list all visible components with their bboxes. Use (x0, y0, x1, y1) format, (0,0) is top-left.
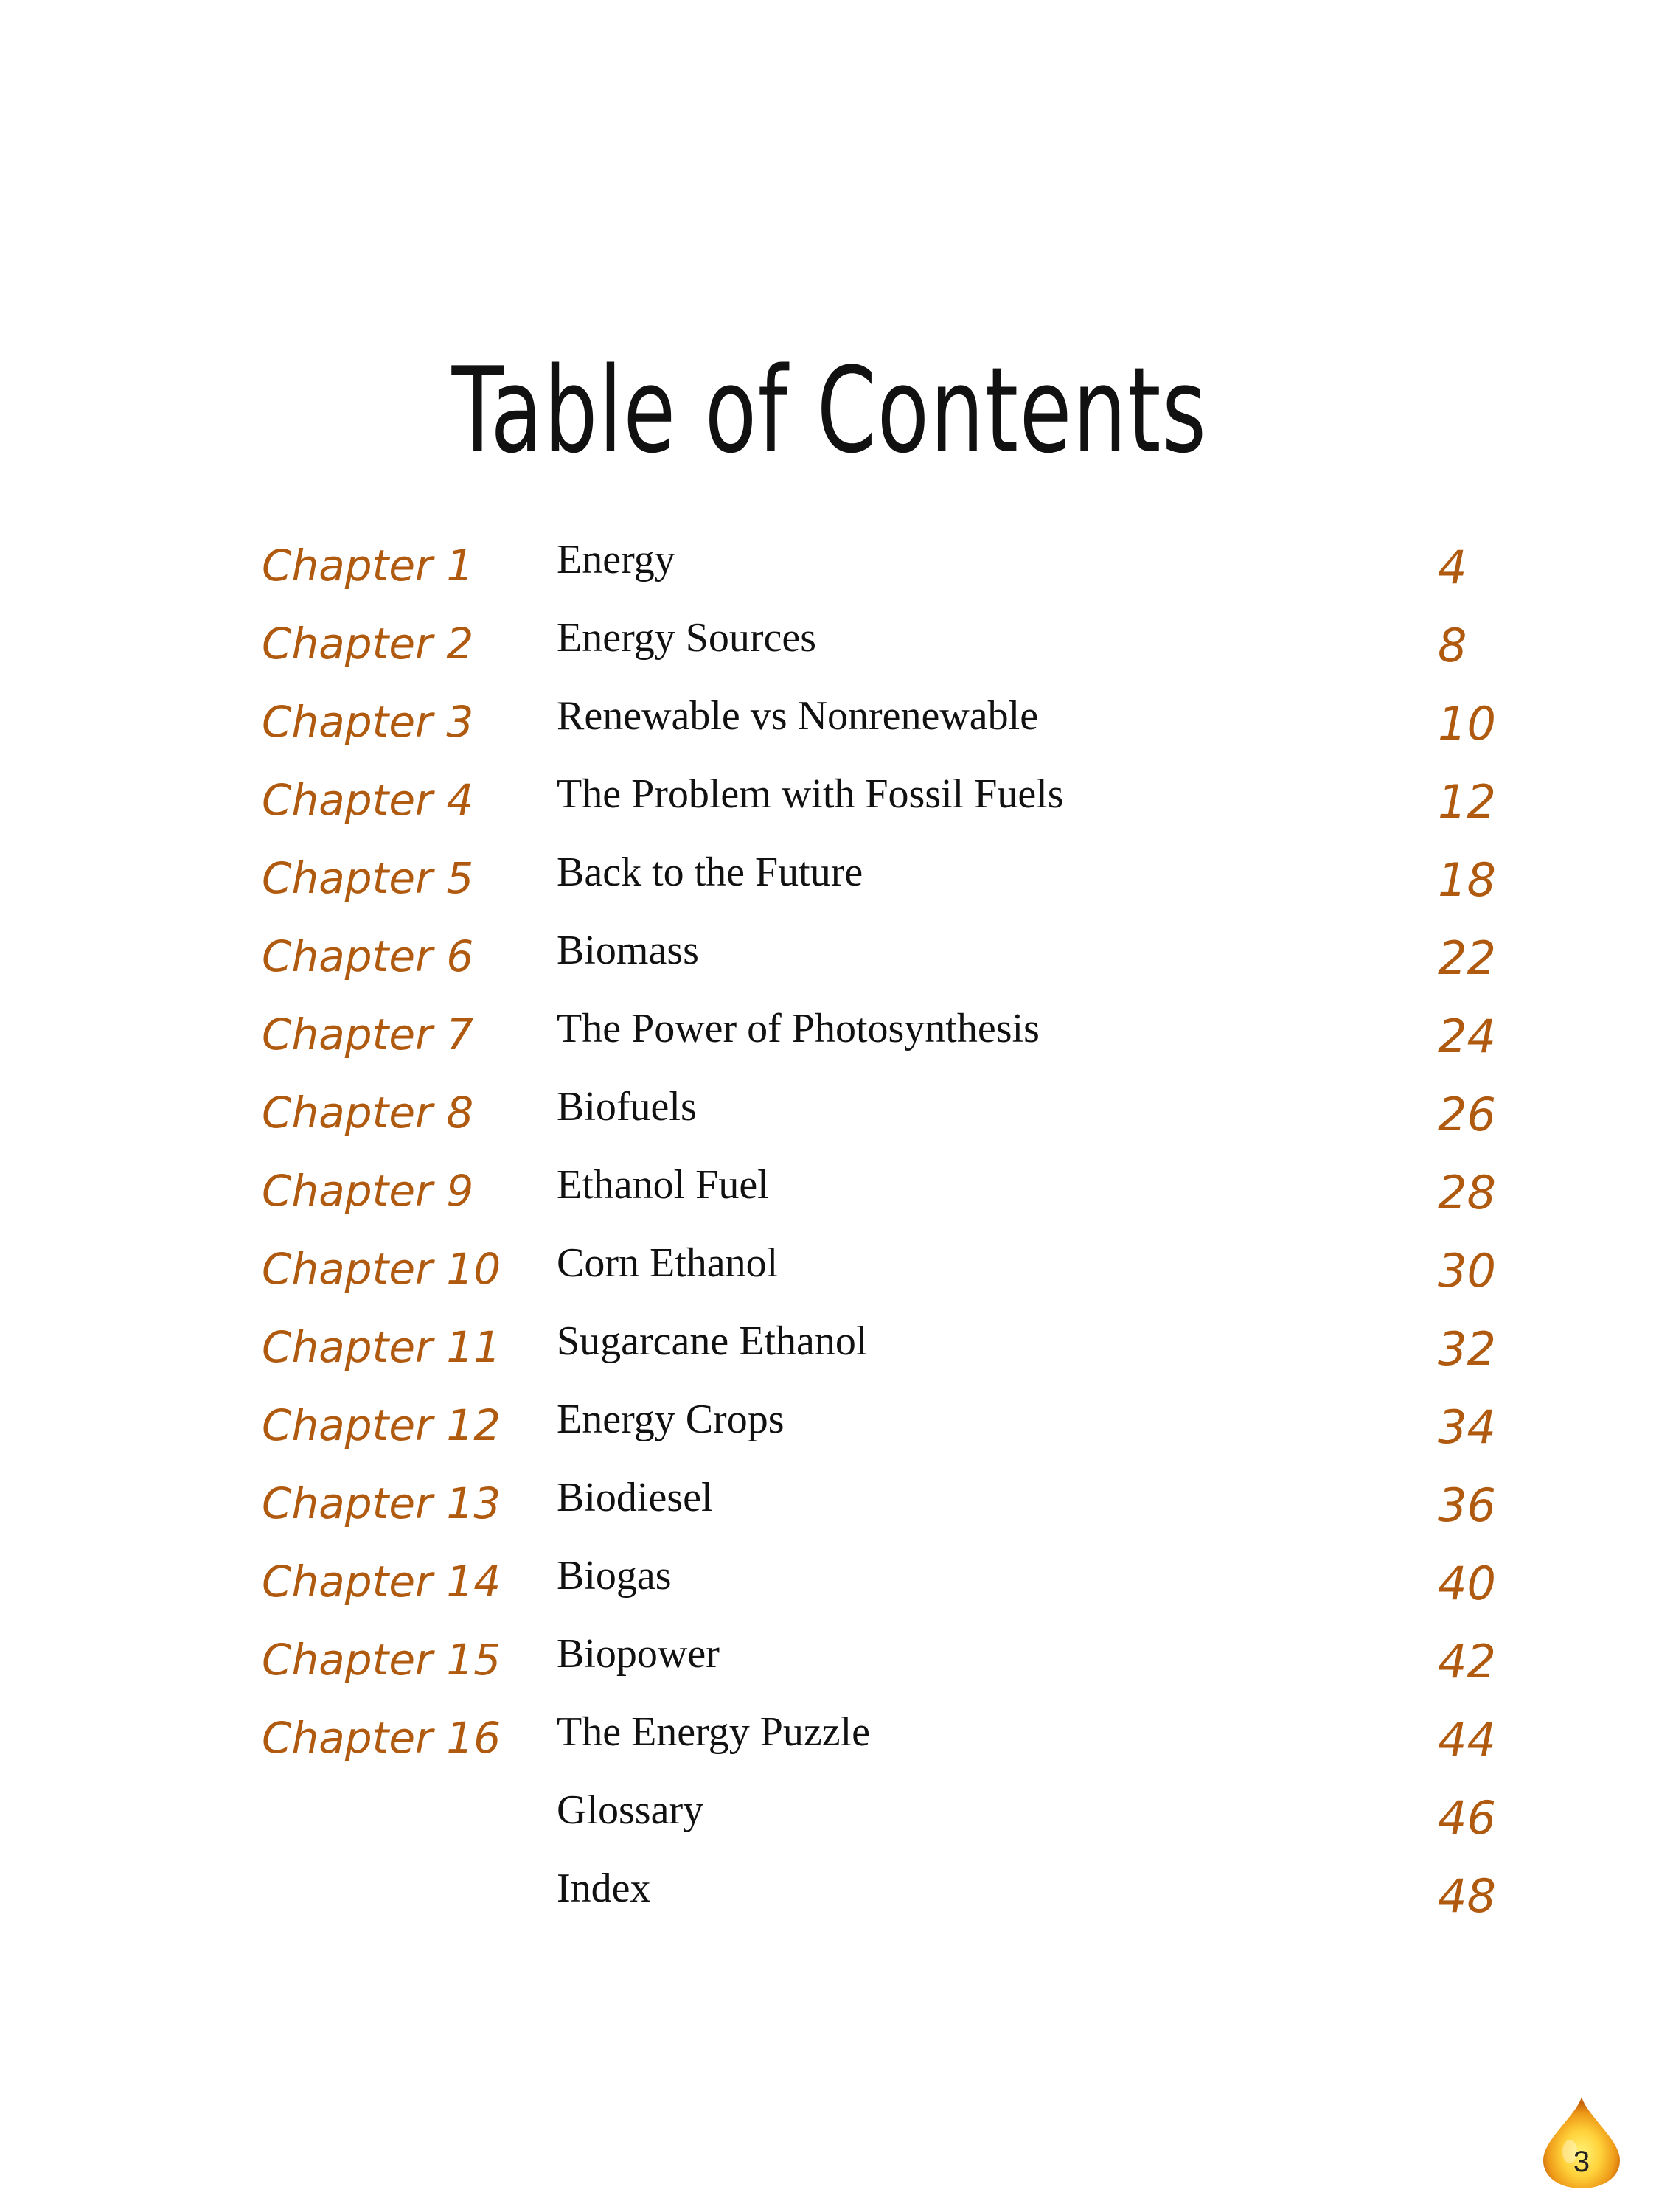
page-number: 44 (1438, 1713, 1496, 1767)
page-number: 46 (1438, 1791, 1496, 1845)
toc-row[interactable] (0, 1161, 1659, 1239)
toc-row[interactable] (0, 692, 1659, 771)
entry-title[interactable]: Renewable vs Nonrenewable (557, 693, 1039, 739)
chapter-label: Chapter 3 (262, 697, 474, 747)
chapter-label: Chapter 5 (262, 853, 474, 903)
entry-title[interactable]: Back to the Future (557, 849, 863, 895)
entry-title[interactable]: Corn Ethanol (557, 1240, 779, 1286)
entry-title[interactable]: Biogas (557, 1553, 672, 1599)
page-number: 34 (1438, 1400, 1496, 1454)
page-number: 32 (1438, 1322, 1496, 1376)
toc-row[interactable] (0, 1083, 1659, 1161)
entry-title[interactable]: The Problem with Fossil Fuels (557, 771, 1064, 817)
folio (1537, 2094, 1626, 2190)
page-number: 48 (1438, 1869, 1496, 1923)
chapter-label: Chapter 12 (262, 1400, 501, 1450)
entry-title[interactable]: Sugarcane Ethanol (557, 1318, 868, 1364)
folio-page-number: 3 (1573, 2146, 1590, 2178)
page-number: 28 (1438, 1166, 1496, 1220)
toc-row[interactable] (0, 1239, 1659, 1318)
toc-row[interactable] (0, 1630, 1659, 1708)
chapter-label: Chapter 1 (262, 540, 474, 591)
chapter-label: Chapter 6 (262, 931, 474, 981)
toc-row[interactable] (0, 1787, 1659, 1865)
entry-title[interactable]: Biodiesel (557, 1475, 713, 1520)
toc-row[interactable] (0, 1318, 1659, 1396)
page-number: 26 (1438, 1088, 1496, 1141)
page-number: 22 (1438, 931, 1496, 985)
entry-title[interactable]: Energy (557, 537, 675, 582)
entry-title[interactable]: Index (557, 1865, 651, 1911)
page-number: 18 (1438, 853, 1496, 907)
page-number: 4 (1438, 540, 1467, 594)
page-number: 24 (1438, 1009, 1496, 1063)
page-number: 40 (1438, 1557, 1496, 1610)
page-number: 12 (1438, 775, 1496, 829)
toc-row[interactable] (0, 1552, 1659, 1630)
chapter-label: Chapter 7 (262, 1009, 474, 1060)
entry-title[interactable]: Energy Sources (557, 615, 816, 661)
entry-title[interactable]: The Energy Puzzle (557, 1709, 871, 1755)
chapter-label: Chapter 8 (262, 1088, 474, 1138)
toc-row[interactable] (0, 1708, 1659, 1787)
toc-row[interactable] (0, 849, 1659, 927)
page-number: 30 (1438, 1244, 1496, 1298)
entry-title[interactable]: Energy Crops (557, 1397, 785, 1442)
toc-row[interactable] (0, 927, 1659, 1005)
chapter-label: Chapter 2 (262, 619, 474, 669)
chapter-label: Chapter 15 (262, 1635, 501, 1685)
entry-title[interactable]: Biomass (557, 928, 699, 973)
toc-row[interactable] (0, 1865, 1659, 1943)
page-number: 42 (1438, 1635, 1496, 1688)
page-number: 10 (1438, 697, 1496, 751)
chapter-label: Chapter 4 (262, 775, 474, 825)
toc-row[interactable] (0, 1474, 1659, 1552)
toc-row[interactable] (0, 771, 1659, 849)
entry-title[interactable]: Biofuels (557, 1084, 697, 1130)
chapter-label: Chapter 13 (262, 1478, 501, 1528)
chapter-label: Chapter 9 (262, 1166, 474, 1216)
page-number: 36 (1438, 1478, 1496, 1532)
toc-row[interactable] (0, 1396, 1659, 1474)
toc-list (0, 536, 1659, 1943)
chapter-label: Chapter 16 (262, 1713, 501, 1763)
toc-row[interactable] (0, 1005, 1659, 1083)
page-title: Table of Contents (451, 341, 1208, 480)
chapter-label: Chapter 11 (262, 1322, 501, 1372)
page-number: 8 (1438, 619, 1467, 672)
entry-title[interactable]: Glossary (557, 1787, 704, 1833)
toc-row[interactable] (0, 614, 1659, 692)
entry-title[interactable]: Ethanol Fuel (557, 1162, 769, 1208)
entry-title[interactable]: Biopower (557, 1631, 720, 1677)
entry-title[interactable]: The Power of Photosynthesis (557, 1006, 1040, 1051)
chapter-label: Chapter 14 (262, 1557, 501, 1607)
toc-row[interactable] (0, 536, 1659, 614)
chapter-label: Chapter 10 (262, 1244, 501, 1294)
